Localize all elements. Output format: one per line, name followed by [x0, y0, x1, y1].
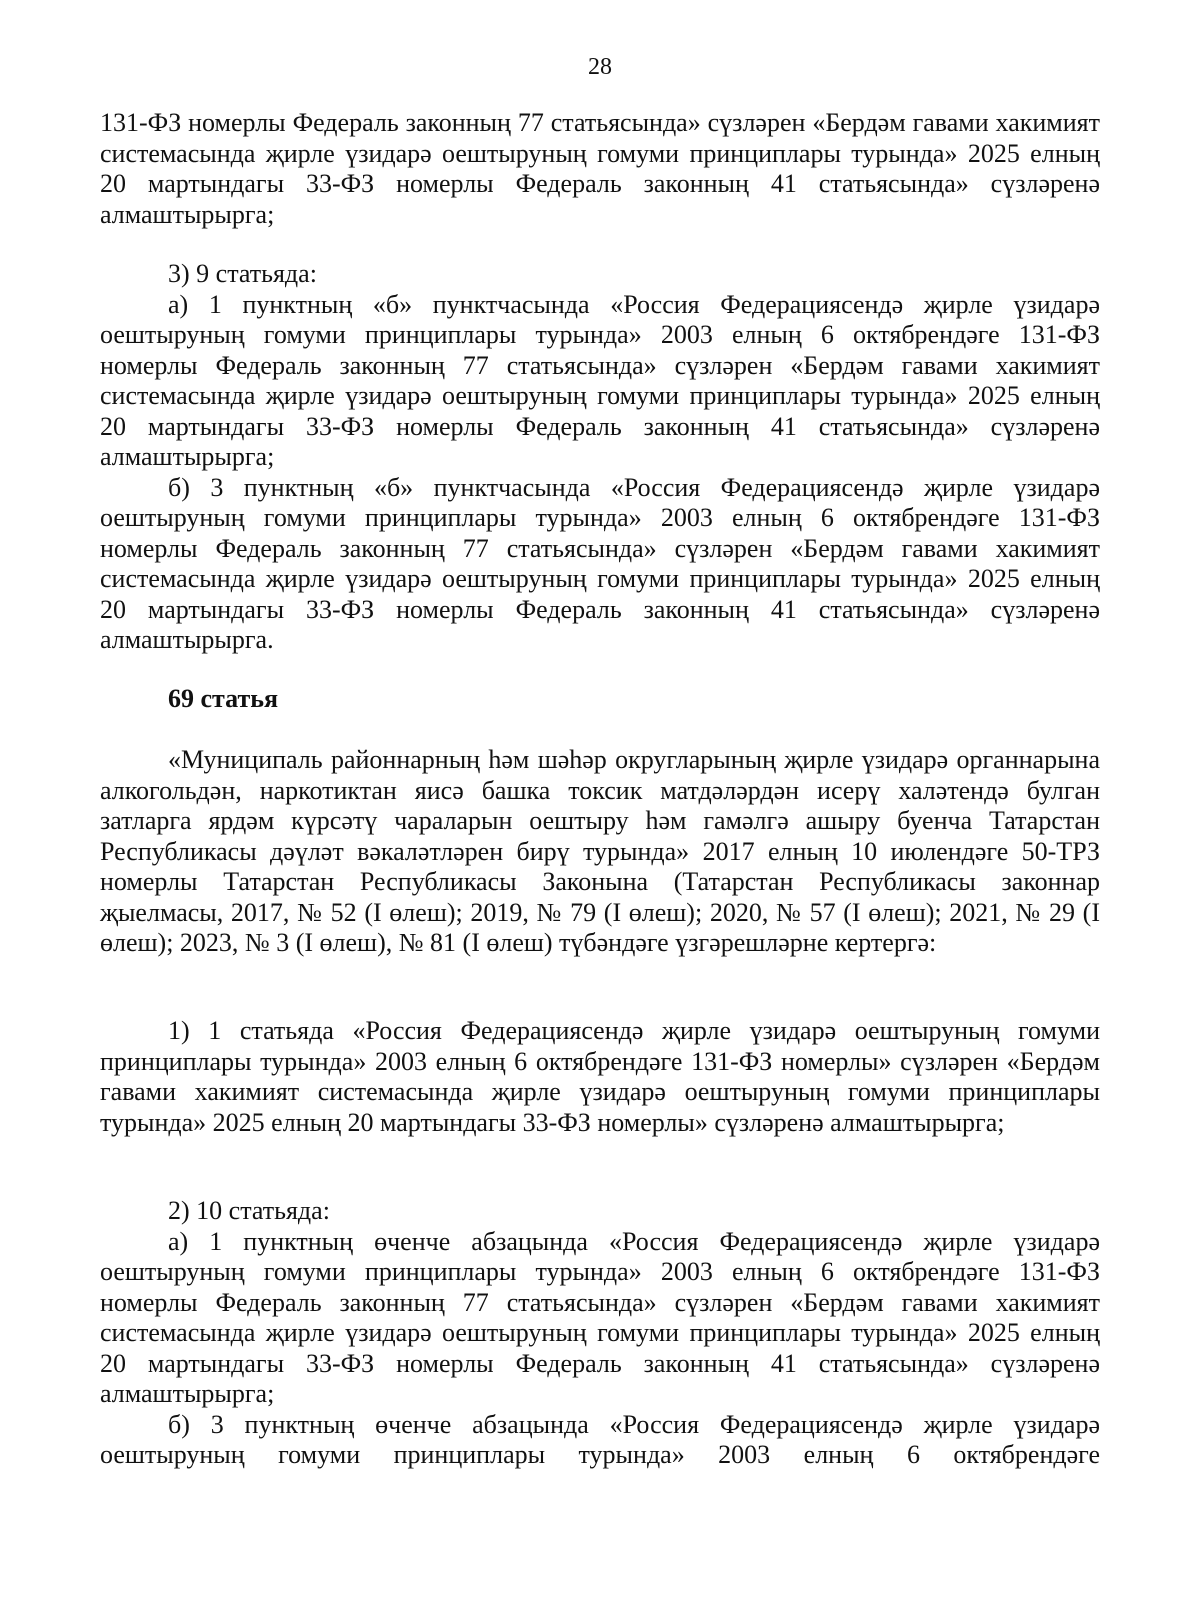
paragraph-continuation: 131-ФЗ номерлы Федераль законның 77 статьясында» сүзләрен «Бердәм гавами хакимият системасында җирле үзидарә оештыруның гомуми принциплары турында» 2025 елның 20 мартындагы 33-ФЗ номерлы Федераль законның 41 статьясында» сүзләренә алмаштырырга;: [100, 108, 1100, 229]
text-block-5: [100, 1196, 1100, 1471]
text-block-4: [100, 1016, 1100, 1138]
paragraph-article-intro: «Муниципаль районнарның һәм шәһәр округларының җирле үзидарә органнарына алкогольдән, наркотиктан яисә башка токсик матдәләрдән исерү халәтендә булган затларга ярдәм күрсәтү чараларын оештыру һәм гамәлгә ашыру буенча Татарстан Республикасы дәүләт вәкаләтләрен бирү турында» 2017 елның 10 июлендәге 50-ТРЗ номерлы Татарстан Республикасы Законына (Татарстан Республикасы законнар җыелмасы, 2017, № 52 (I өлеш); 2019, № 79 (I өлеш); 2020, № 57 (I өлеш); 2021, № 29 (I өлеш); 2023, № 3 (I өлеш), № 81 (I өлеш) түбәндәге үзгәрешләрне кертергә:: [100, 745, 1100, 957]
paragraph-item-3a: а) 1 пунктның «б» пунктчасында «Россия Федерациясендә җирле үзидарә оештыруның гомуми принциплары турында» 2003 елның 6 октябрендәге 131-ФЗ номерлы Федераль законның 77 статьясында» сүзләрен «Бердәм гавами хакимият системасында җирле үзидарә оештыруның гомуми принциплары турында» 2025 елның 20 мартындагы 33-ФЗ номерлы Федераль законның 41 статьясында» сүзләренә алмаштырырга;: [100, 289, 1100, 471]
paragraph-item-3: 3) 9 статьяда:: [168, 259, 317, 288]
paragraph-item-1: 1) 1 статьяда «Россия Федерациясендә җирле үзидарә оештыруның гомуми принциплары турында» 2003 елның 6 октябрендәге 131-ФЗ номерлы» сүзләрен «Бердәм гавами хакимият системасында җирле үзидарә оештыруның гомуми принциплары турында» 2025 елның 20 мартындагы 33-ФЗ номерлы» сүзләренә алмаштырырга;: [100, 1016, 1100, 1137]
page-number: 28: [588, 54, 612, 80]
text-block-3: [100, 745, 1100, 959]
text-block-1: [100, 108, 1100, 230]
text-block-2: [100, 259, 1100, 656]
paragraph-item-2a: а) 1 пунктның өченче абзацында «Россия Федерациясендә җирле үзидарә оештыруның гомуми принциплары турында» 2003 елның 6 октябрендәге 131-ФЗ номерлы Федераль законның 77 статьясында» сүзләрен «Бердәм гавами хакимият системасында җирле үзидарә оештыруның гомуми принциплары турында» 2025 елның 20 мартындагы 33-ФЗ номерлы Федераль законның 41 статьясында» сүзләренә алмаштырырга;: [100, 1226, 1100, 1408]
article-heading: 69 статья: [168, 684, 279, 713]
paragraph-item-2b: б) 3 пунктның өченче абзацында «Россия Федерациясендә җирле үзидарә оештыруның гомуми принциплары турында» 2003 елның 6 октябрендәге: [100, 1409, 1100, 1469]
paragraph-item-3b: б) 3 пунктның «б» пунктчасында «Россия Федерациясендә җирле үзидарә оештыруның гомуми принциплары турында» 2003 елның 6 октябрендәге 131-ФЗ номерлы Федераль законның 77 статьясында» сүзләрен «Бердәм гавами хакимият системасында җирле үзидарә оештыруның гомуми принциплары турында» 2025 елның 20 мартындагы 33-ФЗ номерлы Федераль законның 41 статьясында» сүзләренә алмаштырырга.: [100, 472, 1100, 654]
paragraph-item-2: 2) 10 статьяда:: [168, 1196, 330, 1225]
